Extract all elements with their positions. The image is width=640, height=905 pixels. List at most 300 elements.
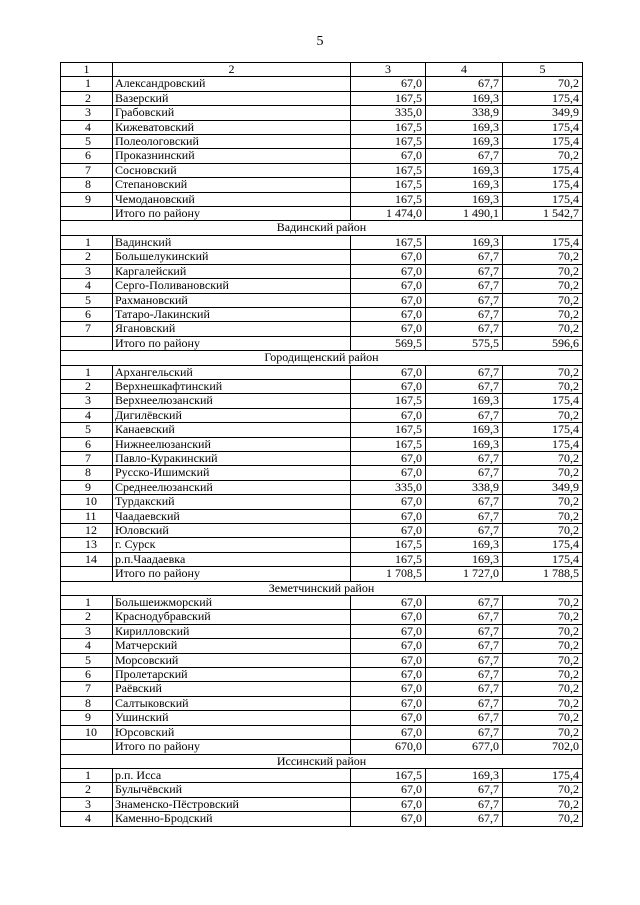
settlement-name-cell: Итого по району <box>113 207 351 221</box>
value-col4-cell: 67,7 <box>426 639 503 653</box>
settlement-name-cell: Салтыковский <box>113 696 351 710</box>
value-col4-cell: 67,7 <box>426 509 503 523</box>
value-col5-cell: 175,4 <box>503 135 583 149</box>
table-row <box>61 451 583 465</box>
header-cell-col3: 3 <box>351 63 426 77</box>
section-header-row <box>61 581 583 595</box>
value-col3-cell: 167,5 <box>351 437 426 451</box>
settlement-name-cell: Большелукинский <box>113 250 351 264</box>
value-col3-cell: 67,0 <box>351 495 426 509</box>
value-col4-cell: 67,7 <box>426 365 503 379</box>
row-number-cell: 3 <box>61 264 113 278</box>
value-col5-cell: 70,2 <box>503 725 583 739</box>
settlement-name-cell: Каменно-Бродский <box>113 812 351 826</box>
table-row <box>61 639 583 653</box>
value-col4-cell: 67,7 <box>426 293 503 307</box>
value-col5-cell: 349,9 <box>503 480 583 494</box>
row-number-cell: 1 <box>61 77 113 91</box>
settlement-name-cell: Архангельский <box>113 365 351 379</box>
value-col4-cell: 67,7 <box>426 466 503 480</box>
settlement-name-cell: Большеижморский <box>113 596 351 610</box>
table-row <box>61 307 583 321</box>
value-col4-cell: 677,0 <box>426 740 503 754</box>
settlement-name-cell: Морсовский <box>113 653 351 667</box>
value-col3-cell: 67,0 <box>351 365 426 379</box>
value-col3-cell: 67,0 <box>351 250 426 264</box>
table-row <box>61 192 583 206</box>
value-col4-cell: 169,3 <box>426 437 503 451</box>
value-col5-cell: 70,2 <box>503 696 583 710</box>
value-col5-cell: 70,2 <box>503 812 583 826</box>
table-row <box>61 768 583 782</box>
row-number-cell: 1 <box>61 596 113 610</box>
row-number-cell: 3 <box>61 797 113 811</box>
row-number-cell: 5 <box>61 135 113 149</box>
value-col5-cell: 1 542,7 <box>503 207 583 221</box>
value-col5-cell: 70,2 <box>503 451 583 465</box>
value-col4-cell: 67,7 <box>426 322 503 336</box>
value-col3-cell: 167,5 <box>351 91 426 105</box>
settlement-name-cell: Итого по району <box>113 740 351 754</box>
value-col5-cell: 596,6 <box>503 336 583 350</box>
table-row <box>61 77 583 91</box>
value-col3-cell: 167,5 <box>351 163 426 177</box>
value-col5-cell: 70,2 <box>503 293 583 307</box>
value-col3-cell: 67,0 <box>351 682 426 696</box>
row-number-cell: 5 <box>61 653 113 667</box>
settlement-name-cell: Дигилёвский <box>113 408 351 422</box>
table-row <box>61 408 583 422</box>
value-col5-cell: 70,2 <box>503 524 583 538</box>
table-row <box>61 783 583 797</box>
value-col5-cell: 70,2 <box>503 466 583 480</box>
settlement-name-cell: Рахмановский <box>113 293 351 307</box>
value-col3-cell: 167,5 <box>351 768 426 782</box>
value-col5-cell: 175,4 <box>503 235 583 249</box>
value-col3-cell: 167,5 <box>351 120 426 134</box>
settlement-name-cell: Грабовский <box>113 106 351 120</box>
value-col3-cell: 67,0 <box>351 149 426 163</box>
row-number-cell: 6 <box>61 307 113 321</box>
value-col5-cell: 70,2 <box>503 653 583 667</box>
table-row <box>61 509 583 523</box>
value-col5-cell: 70,2 <box>503 783 583 797</box>
value-col3-cell: 569,5 <box>351 336 426 350</box>
value-col3-cell: 67,0 <box>351 668 426 682</box>
value-col5-cell: 175,4 <box>503 768 583 782</box>
table-row <box>61 812 583 826</box>
table-row <box>61 394 583 408</box>
value-col4-cell: 1 490,1 <box>426 207 503 221</box>
value-col3-cell: 67,0 <box>351 524 426 538</box>
value-col4-cell: 169,3 <box>426 163 503 177</box>
value-col5-cell: 70,2 <box>503 307 583 321</box>
table-row <box>61 322 583 336</box>
value-col5-cell: 70,2 <box>503 264 583 278</box>
value-col4-cell: 67,7 <box>426 307 503 321</box>
value-col3-cell: 335,0 <box>351 106 426 120</box>
value-col3-cell: 67,0 <box>351 322 426 336</box>
value-col4-cell: 169,3 <box>426 192 503 206</box>
table-row <box>61 106 583 120</box>
row-number-cell: 9 <box>61 480 113 494</box>
row-number-cell: 8 <box>61 696 113 710</box>
settlement-name-cell: Павло-Куракинский <box>113 451 351 465</box>
table-row <box>61 293 583 307</box>
value-col3-cell: 67,0 <box>351 264 426 278</box>
value-col4-cell: 169,3 <box>426 768 503 782</box>
row-number-cell: 1 <box>61 768 113 782</box>
value-col3-cell: 167,5 <box>351 235 426 249</box>
value-col5-cell: 175,4 <box>503 192 583 206</box>
value-col3-cell: 67,0 <box>351 307 426 321</box>
value-col4-cell: 67,7 <box>426 725 503 739</box>
value-col5-cell: 175,4 <box>503 163 583 177</box>
value-col4-cell: 67,7 <box>426 668 503 682</box>
table-row <box>61 797 583 811</box>
table-row <box>61 524 583 538</box>
value-col5-cell: 70,2 <box>503 610 583 624</box>
value-col5-cell: 175,4 <box>503 437 583 451</box>
settlement-name-cell: Сосновский <box>113 163 351 177</box>
district-title: Земетчинский район <box>61 581 583 595</box>
value-col4-cell: 67,7 <box>426 250 503 264</box>
allocation-table <box>60 62 583 827</box>
table-row <box>61 668 583 682</box>
table-row <box>61 91 583 105</box>
table-row <box>61 178 583 192</box>
value-col4-cell: 67,7 <box>426 77 503 91</box>
row-number-cell: 9 <box>61 711 113 725</box>
table-row <box>61 696 583 710</box>
value-col3-cell: 67,0 <box>351 725 426 739</box>
value-col4-cell: 169,3 <box>426 120 503 134</box>
settlement-name-cell: Кижеватовский <box>113 120 351 134</box>
row-number-cell: 1 <box>61 365 113 379</box>
value-col3-cell: 167,5 <box>351 178 426 192</box>
settlement-name-cell: Вадинский <box>113 235 351 249</box>
header-cell-col5: 5 <box>503 63 583 77</box>
row-number-cell: 13 <box>61 538 113 552</box>
value-col4-cell: 169,3 <box>426 135 503 149</box>
section-header-row <box>61 754 583 768</box>
table-row <box>61 624 583 638</box>
settlement-name-cell: Краснодубравский <box>113 610 351 624</box>
total-row <box>61 740 583 754</box>
settlement-name-cell: Полеологовский <box>113 135 351 149</box>
value-col4-cell: 169,3 <box>426 552 503 566</box>
value-col3-cell: 1 474,0 <box>351 207 426 221</box>
row-number-cell: 5 <box>61 423 113 437</box>
table-row <box>61 610 583 624</box>
value-col5-cell: 175,4 <box>503 394 583 408</box>
value-col4-cell: 67,7 <box>426 797 503 811</box>
district-title: Иссинский район <box>61 754 583 768</box>
table-row <box>61 379 583 393</box>
settlement-name-cell: Серго-Поливановский <box>113 279 351 293</box>
settlement-name-cell: Итого по району <box>113 336 351 350</box>
table-row <box>61 235 583 249</box>
page-number: 5 <box>316 34 324 49</box>
value-col4-cell: 67,7 <box>426 451 503 465</box>
row-number-cell: 6 <box>61 149 113 163</box>
value-col4-cell: 67,7 <box>426 711 503 725</box>
row-number-cell: 2 <box>61 379 113 393</box>
value-col3-cell: 67,0 <box>351 451 426 465</box>
settlement-name-cell: Знаменско-Пёстровский <box>113 797 351 811</box>
row-number-cell: 7 <box>61 163 113 177</box>
table-row <box>61 437 583 451</box>
row-number-cell <box>61 740 113 754</box>
settlement-name-cell: Чемодановский <box>113 192 351 206</box>
row-number-cell: 14 <box>61 552 113 566</box>
value-col4-cell: 169,3 <box>426 538 503 552</box>
value-col5-cell: 70,2 <box>503 250 583 264</box>
value-col5-cell: 70,2 <box>503 365 583 379</box>
value-col5-cell: 702,0 <box>503 740 583 754</box>
settlement-name-cell: Чаадаевский <box>113 509 351 523</box>
value-col3-cell: 167,5 <box>351 538 426 552</box>
value-col5-cell: 175,4 <box>503 178 583 192</box>
settlement-name-cell: Каргалейский <box>113 264 351 278</box>
value-col5-cell: 70,2 <box>503 596 583 610</box>
table-row <box>61 365 583 379</box>
value-col3-cell: 167,5 <box>351 394 426 408</box>
row-number-cell: 8 <box>61 466 113 480</box>
row-number-cell: 3 <box>61 106 113 120</box>
value-col3-cell: 335,0 <box>351 480 426 494</box>
row-number-cell: 7 <box>61 682 113 696</box>
value-col3-cell: 67,0 <box>351 293 426 307</box>
row-number-cell: 2 <box>61 250 113 264</box>
table-body <box>61 63 583 827</box>
value-col3-cell: 67,0 <box>351 379 426 393</box>
row-number-cell <box>61 567 113 581</box>
value-col4-cell: 67,7 <box>426 624 503 638</box>
value-col5-cell: 70,2 <box>503 639 583 653</box>
table-row <box>61 725 583 739</box>
value-col4-cell: 67,7 <box>426 279 503 293</box>
value-col3-cell: 67,0 <box>351 77 426 91</box>
district-title: Вадинский район <box>61 221 583 235</box>
value-col5-cell: 70,2 <box>503 149 583 163</box>
value-col4-cell: 67,7 <box>426 495 503 509</box>
value-col5-cell: 175,4 <box>503 120 583 134</box>
value-col4-cell: 169,3 <box>426 394 503 408</box>
value-col3-cell: 67,0 <box>351 466 426 480</box>
value-col5-cell: 70,2 <box>503 408 583 422</box>
total-row <box>61 336 583 350</box>
settlement-name-cell: Проказнинский <box>113 149 351 163</box>
total-row <box>61 567 583 581</box>
value-col3-cell: 67,0 <box>351 812 426 826</box>
settlement-name-cell: Верхнешкафтинский <box>113 379 351 393</box>
settlement-name-cell: Ягановский <box>113 322 351 336</box>
value-col3-cell: 67,0 <box>351 408 426 422</box>
value-col3-cell: 67,0 <box>351 653 426 667</box>
table-header-row <box>61 63 583 77</box>
row-number-cell: 6 <box>61 668 113 682</box>
settlement-name-cell: Матчерский <box>113 639 351 653</box>
settlement-name-cell: Раёвский <box>113 682 351 696</box>
value-col4-cell: 338,9 <box>426 480 503 494</box>
table-row <box>61 495 583 509</box>
settlement-name-cell: Русско-Ишимский <box>113 466 351 480</box>
value-col4-cell: 67,7 <box>426 653 503 667</box>
value-col3-cell: 67,0 <box>351 797 426 811</box>
value-col3-cell: 67,0 <box>351 711 426 725</box>
table-row <box>61 250 583 264</box>
value-col5-cell: 70,2 <box>503 668 583 682</box>
row-number-cell: 12 <box>61 524 113 538</box>
row-number-cell: 4 <box>61 812 113 826</box>
value-col4-cell: 67,7 <box>426 812 503 826</box>
settlement-name-cell: Татаро-Лакинский <box>113 307 351 321</box>
settlement-name-cell: Канаевский <box>113 423 351 437</box>
table-row <box>61 538 583 552</box>
value-col3-cell: 67,0 <box>351 624 426 638</box>
value-col4-cell: 169,3 <box>426 423 503 437</box>
row-number-cell: 4 <box>61 639 113 653</box>
value-col5-cell: 70,2 <box>503 379 583 393</box>
header-cell-col4: 4 <box>426 63 503 77</box>
table-row <box>61 264 583 278</box>
value-col3-cell: 167,5 <box>351 423 426 437</box>
settlement-name-cell: Итого по району <box>113 567 351 581</box>
row-number-cell: 4 <box>61 120 113 134</box>
value-col5-cell: 70,2 <box>503 711 583 725</box>
value-col5-cell: 70,2 <box>503 77 583 91</box>
table-row <box>61 163 583 177</box>
value-col5-cell: 70,2 <box>503 624 583 638</box>
row-number-cell: 1 <box>61 235 113 249</box>
value-col4-cell: 67,7 <box>426 264 503 278</box>
row-number-cell: 3 <box>61 394 113 408</box>
settlement-name-cell: Ушинский <box>113 711 351 725</box>
row-number-cell: 5 <box>61 293 113 307</box>
table-row <box>61 480 583 494</box>
table-row <box>61 466 583 480</box>
settlement-name-cell: Булычёвский <box>113 783 351 797</box>
value-col5-cell: 349,9 <box>503 106 583 120</box>
value-col4-cell: 169,3 <box>426 178 503 192</box>
value-col3-cell: 1 708,5 <box>351 567 426 581</box>
value-col3-cell: 167,5 <box>351 552 426 566</box>
header-cell-col1: 1 <box>61 63 113 77</box>
value-col4-cell: 67,7 <box>426 596 503 610</box>
row-number-cell: 7 <box>61 322 113 336</box>
value-col5-cell: 70,2 <box>503 322 583 336</box>
value-col4-cell: 169,3 <box>426 91 503 105</box>
table-row <box>61 120 583 134</box>
value-col4-cell: 67,7 <box>426 682 503 696</box>
total-row <box>61 207 583 221</box>
value-col3-cell: 67,0 <box>351 696 426 710</box>
district-title: Городищенский район <box>61 351 583 365</box>
settlement-name-cell: Юрсовский <box>113 725 351 739</box>
value-col5-cell: 70,2 <box>503 509 583 523</box>
row-number-cell: 8 <box>61 178 113 192</box>
row-number-cell: 3 <box>61 624 113 638</box>
settlement-name-cell: г. Сурск <box>113 538 351 552</box>
table-row <box>61 653 583 667</box>
value-col4-cell: 67,7 <box>426 610 503 624</box>
value-col4-cell: 67,7 <box>426 783 503 797</box>
settlement-name-cell: р.п. Исса <box>113 768 351 782</box>
settlement-name-cell: р.п.Чаадаевка <box>113 552 351 566</box>
value-col5-cell: 70,2 <box>503 495 583 509</box>
row-number-cell: 2 <box>61 610 113 624</box>
value-col3-cell: 67,0 <box>351 783 426 797</box>
value-col3-cell: 670,0 <box>351 740 426 754</box>
row-number-cell <box>61 336 113 350</box>
value-col3-cell: 67,0 <box>351 596 426 610</box>
table-row <box>61 135 583 149</box>
table-row <box>61 279 583 293</box>
value-col3-cell: 167,5 <box>351 192 426 206</box>
value-col3-cell: 67,0 <box>351 279 426 293</box>
settlement-name-cell: Александровский <box>113 77 351 91</box>
table-row <box>61 682 583 696</box>
row-number-cell: 4 <box>61 408 113 422</box>
row-number-cell: 10 <box>61 725 113 739</box>
settlement-name-cell: Вазерский <box>113 91 351 105</box>
row-number-cell: 9 <box>61 192 113 206</box>
settlement-name-cell: Степановский <box>113 178 351 192</box>
table-row <box>61 149 583 163</box>
row-number-cell: 10 <box>61 495 113 509</box>
row-number-cell: 6 <box>61 437 113 451</box>
value-col4-cell: 575,5 <box>426 336 503 350</box>
value-col5-cell: 70,2 <box>503 682 583 696</box>
settlement-name-cell: Кирилловский <box>113 624 351 638</box>
value-col4-cell: 67,7 <box>426 149 503 163</box>
settlement-name-cell: Нижнеелюзанский <box>113 437 351 451</box>
value-col5-cell: 1 788,5 <box>503 567 583 581</box>
value-col5-cell: 175,4 <box>503 552 583 566</box>
value-col4-cell: 67,7 <box>426 379 503 393</box>
value-col3-cell: 67,0 <box>351 610 426 624</box>
value-col5-cell: 175,4 <box>503 538 583 552</box>
value-col3-cell: 67,0 <box>351 509 426 523</box>
value-col5-cell: 70,2 <box>503 279 583 293</box>
value-col4-cell: 338,9 <box>426 106 503 120</box>
row-number-cell <box>61 207 113 221</box>
row-number-cell: 11 <box>61 509 113 523</box>
value-col4-cell: 67,7 <box>426 696 503 710</box>
table-row <box>61 596 583 610</box>
table-row <box>61 711 583 725</box>
value-col4-cell: 67,7 <box>426 408 503 422</box>
value-col3-cell: 167,5 <box>351 135 426 149</box>
row-number-cell: 2 <box>61 783 113 797</box>
value-col5-cell: 175,4 <box>503 91 583 105</box>
row-number-cell: 4 <box>61 279 113 293</box>
value-col3-cell: 67,0 <box>351 639 426 653</box>
settlement-name-cell: Турдакский <box>113 495 351 509</box>
value-col4-cell: 169,3 <box>426 235 503 249</box>
value-col5-cell: 175,4 <box>503 423 583 437</box>
header-cell-col2: 2 <box>113 63 351 77</box>
value-col5-cell: 70,2 <box>503 797 583 811</box>
section-header-row <box>61 351 583 365</box>
table-row <box>61 552 583 566</box>
settlement-name-cell: Юловский <box>113 524 351 538</box>
value-col4-cell: 67,7 <box>426 524 503 538</box>
table-row <box>61 423 583 437</box>
section-header-row <box>61 221 583 235</box>
settlement-name-cell: Верхнеелюзанский <box>113 394 351 408</box>
